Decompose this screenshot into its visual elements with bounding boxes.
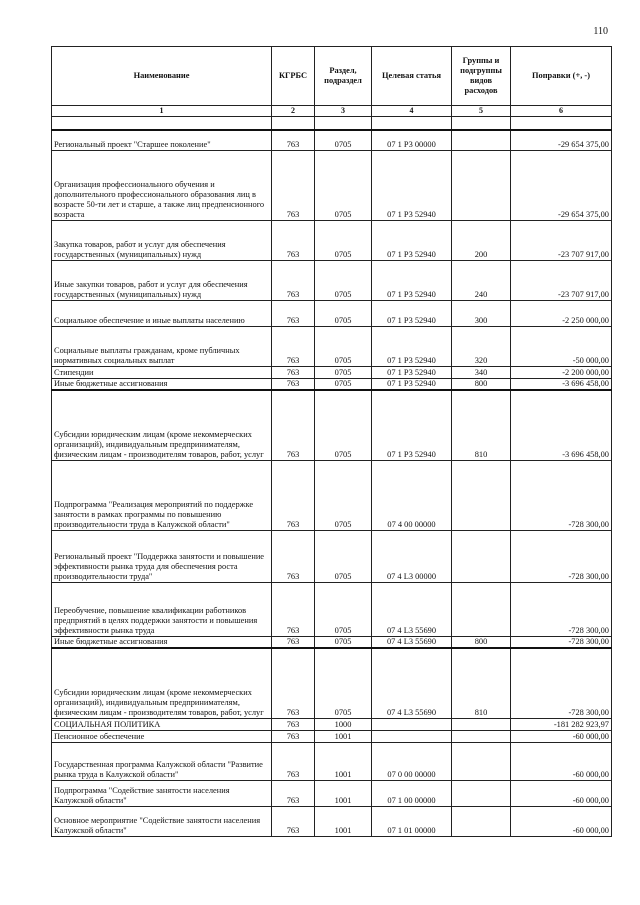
row-amount: -2 250 000,00 (511, 300, 612, 326)
table-row (52, 636, 612, 648)
row-section: 0705 (315, 150, 372, 220)
row-group: 240 (452, 260, 511, 300)
table-row (52, 390, 612, 460)
row-group (452, 130, 511, 150)
table-row (52, 220, 612, 260)
row-amount: -23 707 917,00 (511, 260, 612, 300)
row-section: 0705 (315, 220, 372, 260)
row-group (452, 742, 511, 780)
row-section: 0705 (315, 582, 372, 636)
row-target: 07 1 P3 52940 (372, 378, 452, 390)
row-target: 07 4 00 00000 (372, 460, 452, 530)
table-row (52, 150, 612, 220)
table-row (52, 742, 612, 780)
row-amount: -728 300,00 (511, 636, 612, 648)
row-target: 07 4 L3 55690 (372, 582, 452, 636)
row-group (452, 730, 511, 742)
row-group (452, 718, 511, 730)
row-target: 07 0 00 00000 (372, 742, 452, 780)
table-row (52, 780, 612, 806)
row-amount: -60 000,00 (511, 806, 612, 836)
row-target: 07 1 P3 52940 (372, 150, 452, 220)
spacer-row (52, 117, 612, 131)
row-amount: -3 696 458,00 (511, 390, 612, 460)
row-amount: -60 000,00 (511, 742, 612, 780)
row-kgrbs: 763 (272, 718, 315, 730)
row-amount: -60 000,00 (511, 780, 612, 806)
table-row (52, 718, 612, 730)
row-amount: -50 000,00 (511, 326, 612, 366)
row-name: Основное мероприятие "Содействие занятости населения Калужской области" (52, 806, 272, 836)
header-row (52, 47, 612, 106)
row-group: 810 (452, 390, 511, 460)
row-name: Закупка товаров, работ и услуг для обеспечения государственных (муниципальных) нужд (52, 220, 272, 260)
row-section: 0705 (315, 378, 372, 390)
row-amount: -23 707 917,00 (511, 220, 612, 260)
column-number: 4 (372, 106, 452, 117)
row-kgrbs: 763 (272, 742, 315, 780)
column-number: 2 (272, 106, 315, 117)
row-name: Подпрограмма "Содействие занятости населения Калужской области" (52, 780, 272, 806)
table-row (52, 806, 612, 836)
table-row (52, 326, 612, 366)
row-name: Переобучение, повышение квалификации работников предприятий в целях поддержки занятости и повышения эффективности рынка труда (52, 582, 272, 636)
row-target: 07 1 P3 52940 (372, 366, 452, 378)
row-section: 1000 (315, 718, 372, 730)
row-kgrbs: 763 (272, 378, 315, 390)
row-amount: -728 300,00 (511, 648, 612, 718)
page-number: 110 (593, 26, 608, 37)
row-target (372, 730, 452, 742)
row-kgrbs: 763 (272, 530, 315, 582)
row-name: Субсидии юридическим лицам (кроме некоммерческих организаций), индивидуальным предпринимателям, физическим лицам - производителям товаров, работ, услуг (52, 390, 272, 460)
row-target: 07 4 L3 55690 (372, 636, 452, 648)
row-section: 0705 (315, 460, 372, 530)
row-kgrbs: 763 (272, 366, 315, 378)
row-kgrbs: 763 (272, 648, 315, 718)
row-target (372, 718, 452, 730)
column-number-row (52, 106, 612, 117)
table-row (52, 648, 612, 718)
row-section: 1001 (315, 730, 372, 742)
row-section: 0705 (315, 648, 372, 718)
row-target: 07 1 P3 52940 (372, 300, 452, 326)
row-group (452, 530, 511, 582)
row-amount: -728 300,00 (511, 582, 612, 636)
row-name: Региональный проект "Старшее поколение" (52, 130, 272, 150)
row-target: 07 4 L3 00000 (372, 530, 452, 582)
column-number: 6 (511, 106, 612, 117)
table-row (52, 530, 612, 582)
row-kgrbs: 763 (272, 260, 315, 300)
row-target: 07 1 P3 52940 (372, 390, 452, 460)
row-amount: -181 282 923,97 (511, 718, 612, 730)
row-section: 1001 (315, 806, 372, 836)
row-group: 800 (452, 378, 511, 390)
row-kgrbs: 763 (272, 780, 315, 806)
row-kgrbs: 763 (272, 582, 315, 636)
row-name: Социальные выплаты гражданам, кроме публичных нормативных социальных выплат (52, 326, 272, 366)
table-row (52, 366, 612, 378)
row-section: 1001 (315, 780, 372, 806)
row-group: 810 (452, 648, 511, 718)
row-name: Организация профессионального обучения и дополнительного профессионального образования лиц в возрасте 50-ти лет и старше, а также лиц предпенсионного возраста (52, 150, 272, 220)
row-target: 07 1 P3 00000 (372, 130, 452, 150)
column-number: 5 (452, 106, 511, 117)
table-row (52, 300, 612, 326)
row-amount: -29 654 375,00 (511, 130, 612, 150)
row-group (452, 582, 511, 636)
row-group: 200 (452, 220, 511, 260)
table-row (52, 460, 612, 530)
row-name: Подпрограмма "Реализация мероприятий по поддержке занятости в рамках программы по повышению производительности труда в Калужской области" (52, 460, 272, 530)
row-kgrbs: 763 (272, 460, 315, 530)
row-target: 07 1 01 00000 (372, 806, 452, 836)
row-amount: -29 654 375,00 (511, 150, 612, 220)
row-amount: -2 200 000,00 (511, 366, 612, 378)
table-row (52, 130, 612, 150)
row-target: 07 1 00 00000 (372, 780, 452, 806)
row-kgrbs: 763 (272, 130, 315, 150)
row-target: 07 1 P3 52940 (372, 326, 452, 366)
column-number: 1 (52, 106, 272, 117)
row-group (452, 806, 511, 836)
row-target: 07 1 P3 52940 (372, 260, 452, 300)
table-row (52, 582, 612, 636)
row-kgrbs: 763 (272, 390, 315, 460)
row-target: 07 1 P3 52940 (372, 220, 452, 260)
row-section: 1001 (315, 742, 372, 780)
row-section: 0705 (315, 390, 372, 460)
row-amount: -728 300,00 (511, 530, 612, 582)
row-name: Стипендии (52, 366, 272, 378)
row-section: 0705 (315, 260, 372, 300)
header-section: Раздел, подраздел (315, 47, 372, 106)
header-name: Наименование (52, 47, 272, 106)
row-kgrbs: 763 (272, 150, 315, 220)
header-amendments: Поправки (+, -) (511, 47, 612, 106)
row-target: 07 4 L3 55690 (372, 648, 452, 718)
row-section: 0705 (315, 636, 372, 648)
row-name: Государственная программа Калужской области "Развитие рынка труда в Калужской области" (52, 742, 272, 780)
row-kgrbs: 763 (272, 730, 315, 742)
table-row (52, 378, 612, 390)
row-name: Субсидии юридическим лицам (кроме некоммерческих организаций), индивидуальным предпринимателям, физическим лицам - производителям товаров, работ, услуг (52, 648, 272, 718)
row-amount: -3 696 458,00 (511, 378, 612, 390)
row-kgrbs: 763 (272, 300, 315, 326)
row-section: 0705 (315, 130, 372, 150)
header-groups: Группы и подгруппы видов расходов (452, 47, 511, 106)
row-name: Пенсионное обеспечение (52, 730, 272, 742)
row-group (452, 780, 511, 806)
row-group: 340 (452, 366, 511, 378)
row-amount: -728 300,00 (511, 460, 612, 530)
row-name: СОЦИАЛЬНАЯ ПОЛИТИКА (52, 718, 272, 730)
row-name: Социальное обеспечение и иные выплаты населению (52, 300, 272, 326)
row-group: 800 (452, 636, 511, 648)
row-group (452, 460, 511, 530)
table-row (52, 260, 612, 300)
row-group (452, 150, 511, 220)
column-number: 3 (315, 106, 372, 117)
row-section: 0705 (315, 326, 372, 366)
row-name: Региональный проект "Поддержка занятости и повышение эффективности рынка труда для обеспечения роста производительности труда" (52, 530, 272, 582)
header-target: Целевая статья (372, 47, 452, 106)
row-group: 300 (452, 300, 511, 326)
row-section: 0705 (315, 366, 372, 378)
row-name: Иные бюджетные ассигнования (52, 378, 272, 390)
row-group: 320 (452, 326, 511, 366)
budget-table (51, 46, 612, 837)
row-kgrbs: 763 (272, 806, 315, 836)
row-section: 0705 (315, 300, 372, 326)
header-kgrbs: КГРБС (272, 47, 315, 106)
row-name: Иные закупки товаров, работ и услуг для обеспечения государственных (муниципальных) нужд (52, 260, 272, 300)
row-amount: -60 000,00 (511, 730, 612, 742)
table-row (52, 730, 612, 742)
row-name: Иные бюджетные ассигнования (52, 636, 272, 648)
row-kgrbs: 763 (272, 636, 315, 648)
row-kgrbs: 763 (272, 326, 315, 366)
row-kgrbs: 763 (272, 220, 315, 260)
row-section: 0705 (315, 530, 372, 582)
